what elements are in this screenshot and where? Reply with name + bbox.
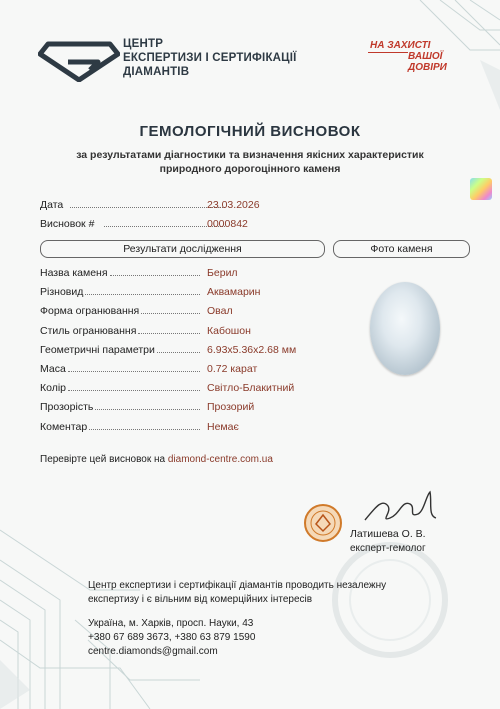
footer-phones: +380 67 689 3673, +380 63 879 1590 xyxy=(88,632,256,643)
dotted-leader xyxy=(110,275,200,276)
hologram-sticker xyxy=(470,178,492,200)
property-label: Геометричні параметри xyxy=(40,343,155,356)
property-value: Світло-Блакитний xyxy=(207,382,295,395)
dotted-leader xyxy=(157,352,200,353)
results-section-header: Результати дослідження xyxy=(40,240,325,258)
dotted-leader xyxy=(68,390,200,391)
document-subtitle xyxy=(0,148,500,176)
subtitle-line-2: природного дорогоцінного каменя xyxy=(159,163,341,175)
footer-line-1: Центр експертизи і сертифікації діамантів проводить незалежну xyxy=(88,580,387,591)
slogan-line-3: ДОВІРИ xyxy=(408,62,447,73)
organization-name xyxy=(123,37,297,79)
property-value: Немає xyxy=(207,420,239,433)
property-label: Колір xyxy=(40,382,67,395)
dotted-leader xyxy=(141,313,200,314)
photo-section-header: Фото каменя xyxy=(333,240,470,258)
footer-line-2: експертизу і є вільним від комерційних інтересів xyxy=(88,594,313,605)
gemstone-photo xyxy=(370,282,440,375)
property-label: Стиль огранювання xyxy=(40,324,137,337)
dotted-leader xyxy=(95,409,200,410)
org-line-3: ДІАМАНТІВ xyxy=(123,66,190,78)
number-label: Висновок # xyxy=(40,218,95,230)
expert-role: експерт-гемолог xyxy=(350,543,426,554)
verify-note xyxy=(40,454,273,465)
document-title: ГЕМОЛОГІЧНИЙ ВИСНОВОК xyxy=(139,123,361,140)
dotted-leader xyxy=(70,207,225,208)
property-value: Овал xyxy=(207,305,233,318)
property-value: Аквамарин xyxy=(207,286,261,299)
slogan-underline xyxy=(368,52,408,53)
dotted-leader xyxy=(68,371,200,372)
verify-text: Перевірте цей висновок на xyxy=(40,454,166,465)
footer-email[interactable]: centre.diamonds@gmail.com xyxy=(88,646,218,657)
property-value: 0.72 карат xyxy=(207,363,258,375)
property-value: Прозорий xyxy=(207,401,255,414)
property-label: Коментар xyxy=(40,420,88,433)
diamond-logo-icon xyxy=(38,36,120,82)
number-value: 0000842 xyxy=(207,218,248,230)
dotted-leader xyxy=(138,333,200,334)
verify-link[interactable]: diamond-centre.com.ua xyxy=(167,454,273,465)
property-value: Берил xyxy=(207,267,238,279)
expert-name: Латишева О. В. xyxy=(350,528,426,540)
property-label: Різновид xyxy=(40,286,84,299)
dotted-leader xyxy=(85,294,200,295)
seal-stamp-icon xyxy=(303,503,343,543)
subtitle-line-1: за результатами діагностики та визначення якісних характеристик xyxy=(76,149,424,161)
org-line-1: ЦЕНТР xyxy=(123,38,164,50)
property-label: Маса xyxy=(40,363,66,375)
footer-address: Україна, м. Харків, просп. Науки, 43 xyxy=(88,618,254,629)
property-label: Прозорість xyxy=(40,401,94,414)
date-label: Дата xyxy=(40,199,64,211)
property-label: Назва каменя xyxy=(40,267,108,279)
date-value: 23.03.2026 xyxy=(207,199,260,211)
property-value: 6.93x5.36x2.68 мм xyxy=(207,343,297,356)
slogan xyxy=(368,40,448,82)
slogan-line-1: НА ЗАХИСТІ xyxy=(370,40,431,51)
signature-icon xyxy=(360,488,440,528)
dotted-leader xyxy=(89,429,200,430)
org-line-2: ЕКСПЕРТИЗИ І СЕРТИФІКАЦІЇ xyxy=(123,52,297,64)
property-value: Кабошон xyxy=(207,324,251,337)
property-label: Форма огранювання xyxy=(40,305,140,318)
slogan-line-2: ВАШОЇ xyxy=(408,51,443,62)
